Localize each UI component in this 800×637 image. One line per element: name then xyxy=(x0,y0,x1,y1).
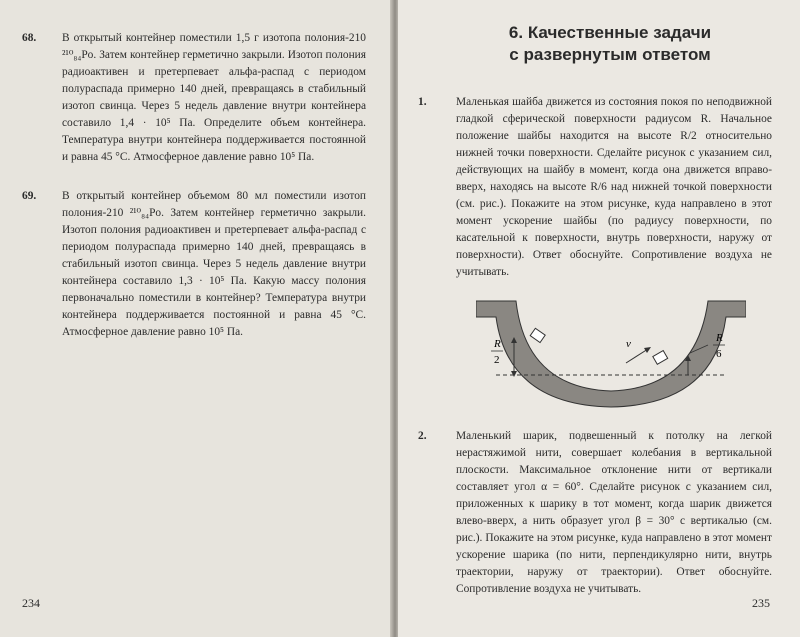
label-left-num: R xyxy=(494,338,501,350)
problem-number: 2. xyxy=(418,430,427,442)
section-title-line: 6. Качественные задачи xyxy=(508,23,712,42)
problem-text: Маленькая шайба движется из состояния покоя по неподвижной гладкой сферической поверхности радиусом R. Начальное положение шайбы находится на высоте R/2 относительно нижней точки поверхности. Сделайте рисунок с указанием сил, действующих на шайбу в момент, когда она движется вправо-вверх, находясь на высоте R/6 над нижней точкой поверхности (см. рис.). Покажите на этом рисунке, куда направлено в этот момент ускорение шайбы (по радиусу поверхности, по касательной к поверхности, внутрь поверхности, наружу от поверхности). Ответ обоснуйте. Сопротивление воздуха не учитывать. xyxy=(456,96,772,278)
label-left-den: 2 xyxy=(494,354,500,366)
problem-text: В открытый контейнер поместили 1,5 г изотопа полония-210 ²¹⁰₈₄Po. Затем контейнер герметично закрыли. Изотоп полония радиоактивен и претерпевает альфа-распад с периодом полураспада примерно 140 дней, превращаясь в стабильный изотоп свинца. Через 5 недель давление внутри контейнера составило 1,4 · 10⁵ Па. Определите объем контейнера. Температура внутри контейнера поддерживается постоянной и равна 45 °С. Атмосферное давление равно 10⁵ Па. xyxy=(62,32,366,163)
problem-1 xyxy=(418,94,772,281)
spherical-surface-figure xyxy=(476,293,746,413)
problem-number: 1. xyxy=(418,96,427,108)
puck-initial xyxy=(530,328,545,342)
section-title-line: с развернутым ответом xyxy=(509,45,711,64)
page-number: 234 xyxy=(22,596,40,610)
velocity-arrow xyxy=(626,349,648,363)
velocity-label: v⃗ xyxy=(626,338,640,350)
problem-69 xyxy=(22,188,366,341)
spherical-surface xyxy=(476,301,746,407)
section-title xyxy=(448,22,772,66)
label-right-den: 6 xyxy=(716,348,722,360)
problem-number: 69. xyxy=(22,190,37,202)
label-right-num: R xyxy=(716,332,723,344)
left-page xyxy=(0,0,392,637)
puck-moving xyxy=(653,351,668,365)
page-number: 235 xyxy=(752,596,770,610)
problem-68 xyxy=(22,30,366,166)
right-page xyxy=(398,0,800,637)
problem-number: 68. xyxy=(22,32,37,44)
problem-text: В открытый контейнер объемом 80 мл поместили изотоп полония-210 ²¹⁰₈₄Po. Затем контейнер герметично закрыли. Изотоп полония радиоактивен и претерпевает альфа-распад с периодом полураспада примерно 140 дней, превращаясь в стабильный изотоп свинца. Через 5 недель давление внутри контейнера составило 1,3 · 10⁵ Па. Какую массу полония первоначально поместили в контейнер? Температура внутри контейнера поддерживается постоянной и равна 45 °С. Атмосферное давление равно 10⁵ Па. xyxy=(62,190,366,338)
problem-2 xyxy=(418,428,772,598)
problem-text: Маленький шарик, подвешенный к потолку на легкой нерастяжимой нити, совершает колебания в вертикальной плоскости. Максимальное отклонение нити от вертикали составляет угол α = 60°. Сделайте рисунок с указанием сил, приложенных к шарику в тот момент, когда шарик движется влево-вверх, а нить образует угол β = 30° с вертикалью (см. рис.). Покажите на этом рисунке, куда направлено в этот момент ускорение шарика (по нити, перпендикулярно нити, внутрь траектории, наружу от траектории). Ответ обоснуйте. Сопротивление воздуха не учитывать. xyxy=(456,430,772,595)
